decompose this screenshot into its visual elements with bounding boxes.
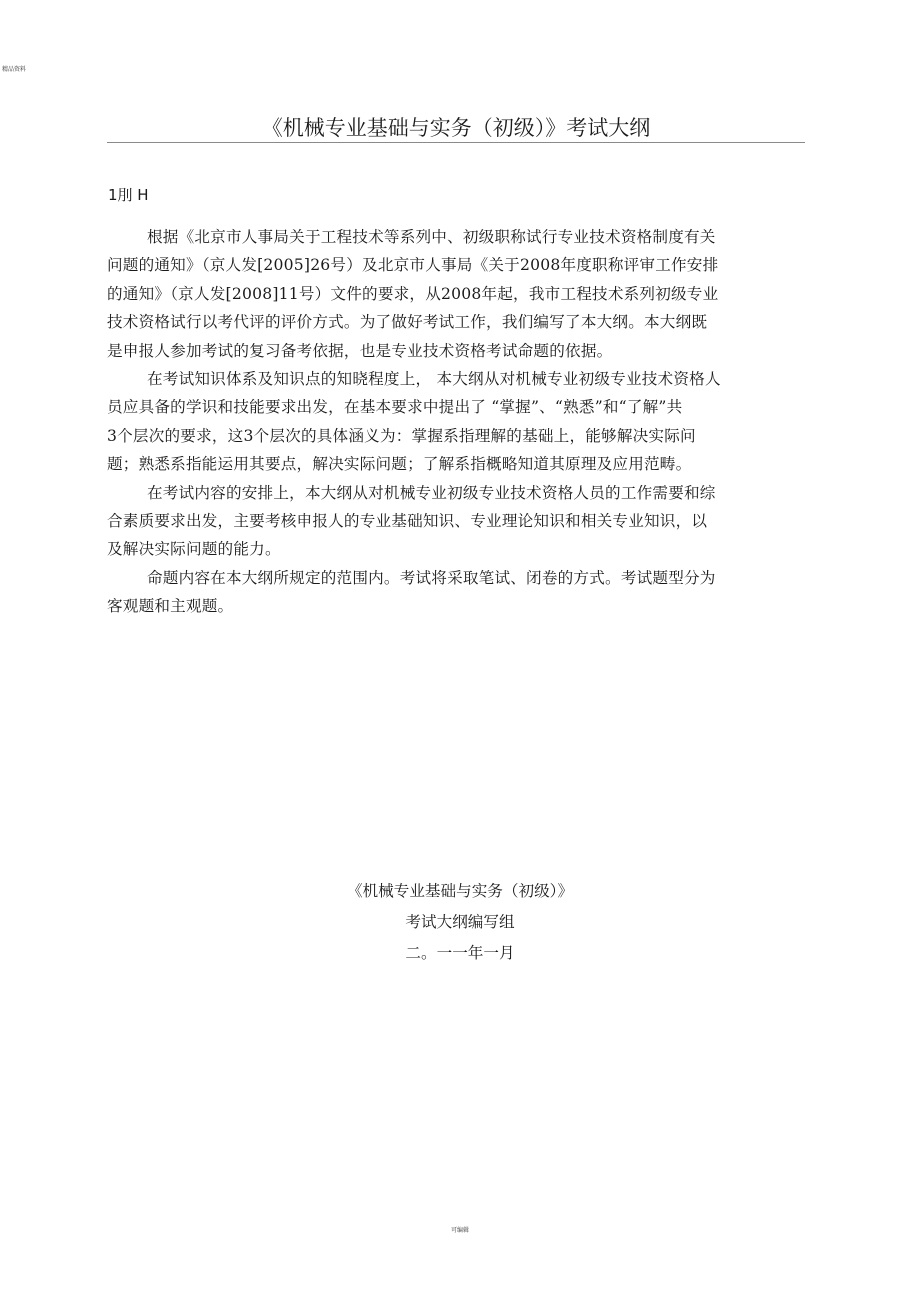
- header-corner-label: 精品资料: [2, 66, 27, 73]
- paragraph-line: 根据《北京市人事局关于工程技术等系列中、初级职称试行专业技术资格制度有关: [147, 228, 716, 246]
- paragraph-line: 在考试内容的安排上，本大纲从对机械专业初级专业技术资格人员的工作需要和综: [147, 483, 716, 502]
- paragraph-4: [107, 564, 807, 621]
- paragraph-2: [107, 365, 807, 479]
- signature-document-name: 《机械专业基础与实务（初级）》: [346, 882, 574, 900]
- paragraph-line: 合素质要求出发，主要考核申报人的专业基础知识、专业理论知识和相关专业知识，以: [107, 511, 708, 530]
- title-underline-rule: [107, 142, 805, 143]
- paragraph-line: 技术资格试行以考代评的评价方式。为了做好考试工作，我们编写了本大纲。本大纲既: [107, 313, 708, 332]
- signature-author-group: 考试大纲编写组: [405, 913, 515, 931]
- footer-label: 可编辑: [450, 1227, 469, 1234]
- paragraph-line: 及解决实际问题的能力。: [107, 540, 281, 559]
- signature-date: 二。一一年一月: [405, 944, 515, 962]
- paragraph-line: 客观题和主观题。: [107, 597, 234, 616]
- paragraph-line: 员应具备的学识和技能要求出发，在基本要求中提出了 “掌握”、“熟悉”和“了解”共: [107, 398, 683, 417]
- signature-block: [0, 876, 920, 969]
- paragraph-line: 命题内容在本大纲所规定的范围内。考试将采取笔试、闭卷的方式。考试题型分为: [147, 568, 716, 587]
- paragraph-line: 题；熟悉系指能运用其要点，解决实际问题；了解系指概略知道其原理及应用范畴。: [107, 455, 692, 474]
- paragraph-3: [107, 479, 807, 564]
- paragraph-line: 的通知》（京人发[2008]11号）文件的要求，从2008年起，我市工程技术系列初级专业: [107, 284, 719, 303]
- paragraph-line: 3个层次的要求，这3个层次的具体涵义为：掌握系指理解的基础上，能够解决实际问: [107, 426, 696, 445]
- document-body: [107, 223, 807, 620]
- section-heading: 1刖 H: [108, 186, 149, 204]
- paragraph-line: 是申报人参加考试的复习备考依据，也是专业技术资格考试命题的依据。: [107, 341, 613, 360]
- paragraph-line: 在考试知识体系及知识点的知晓程度上， 本大纲从对机械专业初级专业技术资格人: [147, 369, 721, 388]
- document-title: 《机械专业基础与实务（初级）》考试大纲: [261, 116, 651, 140]
- paragraph-line: 问题的通知》（京人发[2005]26号）及北京市人事局《关于2008年度职称评审工作安排: [107, 256, 719, 275]
- paragraph-1: [107, 223, 807, 365]
